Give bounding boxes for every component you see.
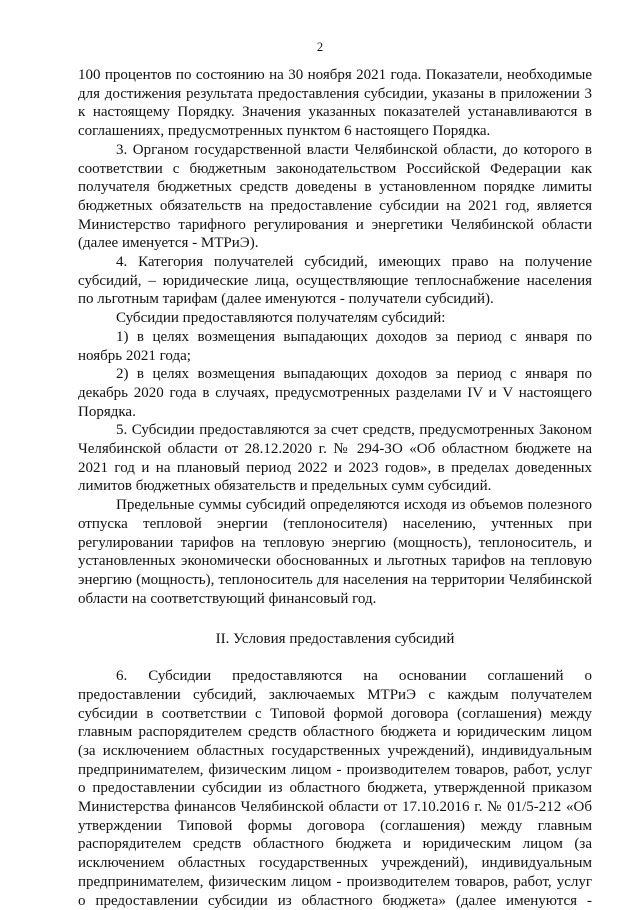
section-heading: II. Условия предоставления субсидий xyxy=(215,631,455,648)
document-body xyxy=(78,66,592,910)
paragraph-limit-sums: Предельные суммы субсидий определяются исходя из объемов полезного отпуска тепловой энергии (теплоносителя) населению, учтенных при регулировании тарифов на тепловую энергию (мощность), теплоноситель, и установленных экономически обоснованных и льготных тарифов на тепловую энергию (мощность), теплоноситель для населения на территории Челябинской области на соответствующий финансовый год. xyxy=(78,497,592,607)
list-item-2: 2) в целях возмещения выпадающих доходов за период с января по декабрь 2020 года в случаях, предусмотренных разделами IV и V настоящего Порядка. xyxy=(78,366,592,420)
paragraph-5: 5. Субсидии предоставляются за счет средств, предусмотренных Законом Челябинской области от 28.12.2020 г. № 294-ЗО «Об областном бюджете на 2021 год и на плановый период 2022 и 2023 годов», в пределах доведенных лимитов бюджетных обязательств и предельных сумм субсидий. xyxy=(78,422,592,495)
paragraph-6: 6. Субсидии предоставляются на основании соглашений о предоставлении субсидий, заключаемых МТРиЭ с каждым получателем субсидии в соответствии с Типовой формой договора (соглашения) между главным распорядителем средств областного бюджета и юридическим лицом (за исключением областных государственных учреждений), индивидуальным предпринимателем, физическим лицом - производителем товаров, работ, услуг о предоставлении субсидии из областного бюджета, утвержденной приказом Министерства финансов Челябинской области от 17.10.2016 г. № 01/5-212 «Об утверждении Типовой формы договора (соглашения) между главным распорядителем средств областного бюджета и юридическим лицом (за исключением областных государственных учреждений), индивидуальным предпринимателем, физическим лицом - производителем товаров, работ, услуг о предоставлении субсидии из областного бюджета» (далее именуются - xyxy=(78,668,592,909)
paragraph-3: 3. Органом государственной власти Челябинской области, до которого в соответствии с бюджетным законодательством Российской Федерации как получателя бюджетных средств доведены в установленном порядке лимиты бюджетных обязательств на предоставление субсидии на 2021 год, является Министерство тарифного регулирования и энергетики Челябинской области (далее именуется - МТРиЭ). xyxy=(78,141,592,252)
paragraph-subsidy-intro: Субсидии предоставляются получателям субсидий: xyxy=(116,310,446,327)
paragraph-4: 4. Категория получателей субсидий, имеющих право на получение субсидий, – юридические лица, осуществляющие теплоснабжение населения по льготным тарифам (далее именуются - получатели субсидий). xyxy=(78,254,592,308)
page-number: 2 xyxy=(316,40,324,54)
list-item-1: 1) в целях возмещения выпадающих доходов за период с января по ноябрь 2021 года; xyxy=(78,328,592,364)
paragraph-continuation: 100 процентов по состоянию на 30 ноября 2021 года. Показатели, необходимые для достижения результата предоставления субсидии, указаны в приложении 3 к настоящему Порядку. Значения указанных показателей устанавливаются в соглашениях, предусмотренных пунктом 6 настоящего Порядка. xyxy=(78,67,592,140)
